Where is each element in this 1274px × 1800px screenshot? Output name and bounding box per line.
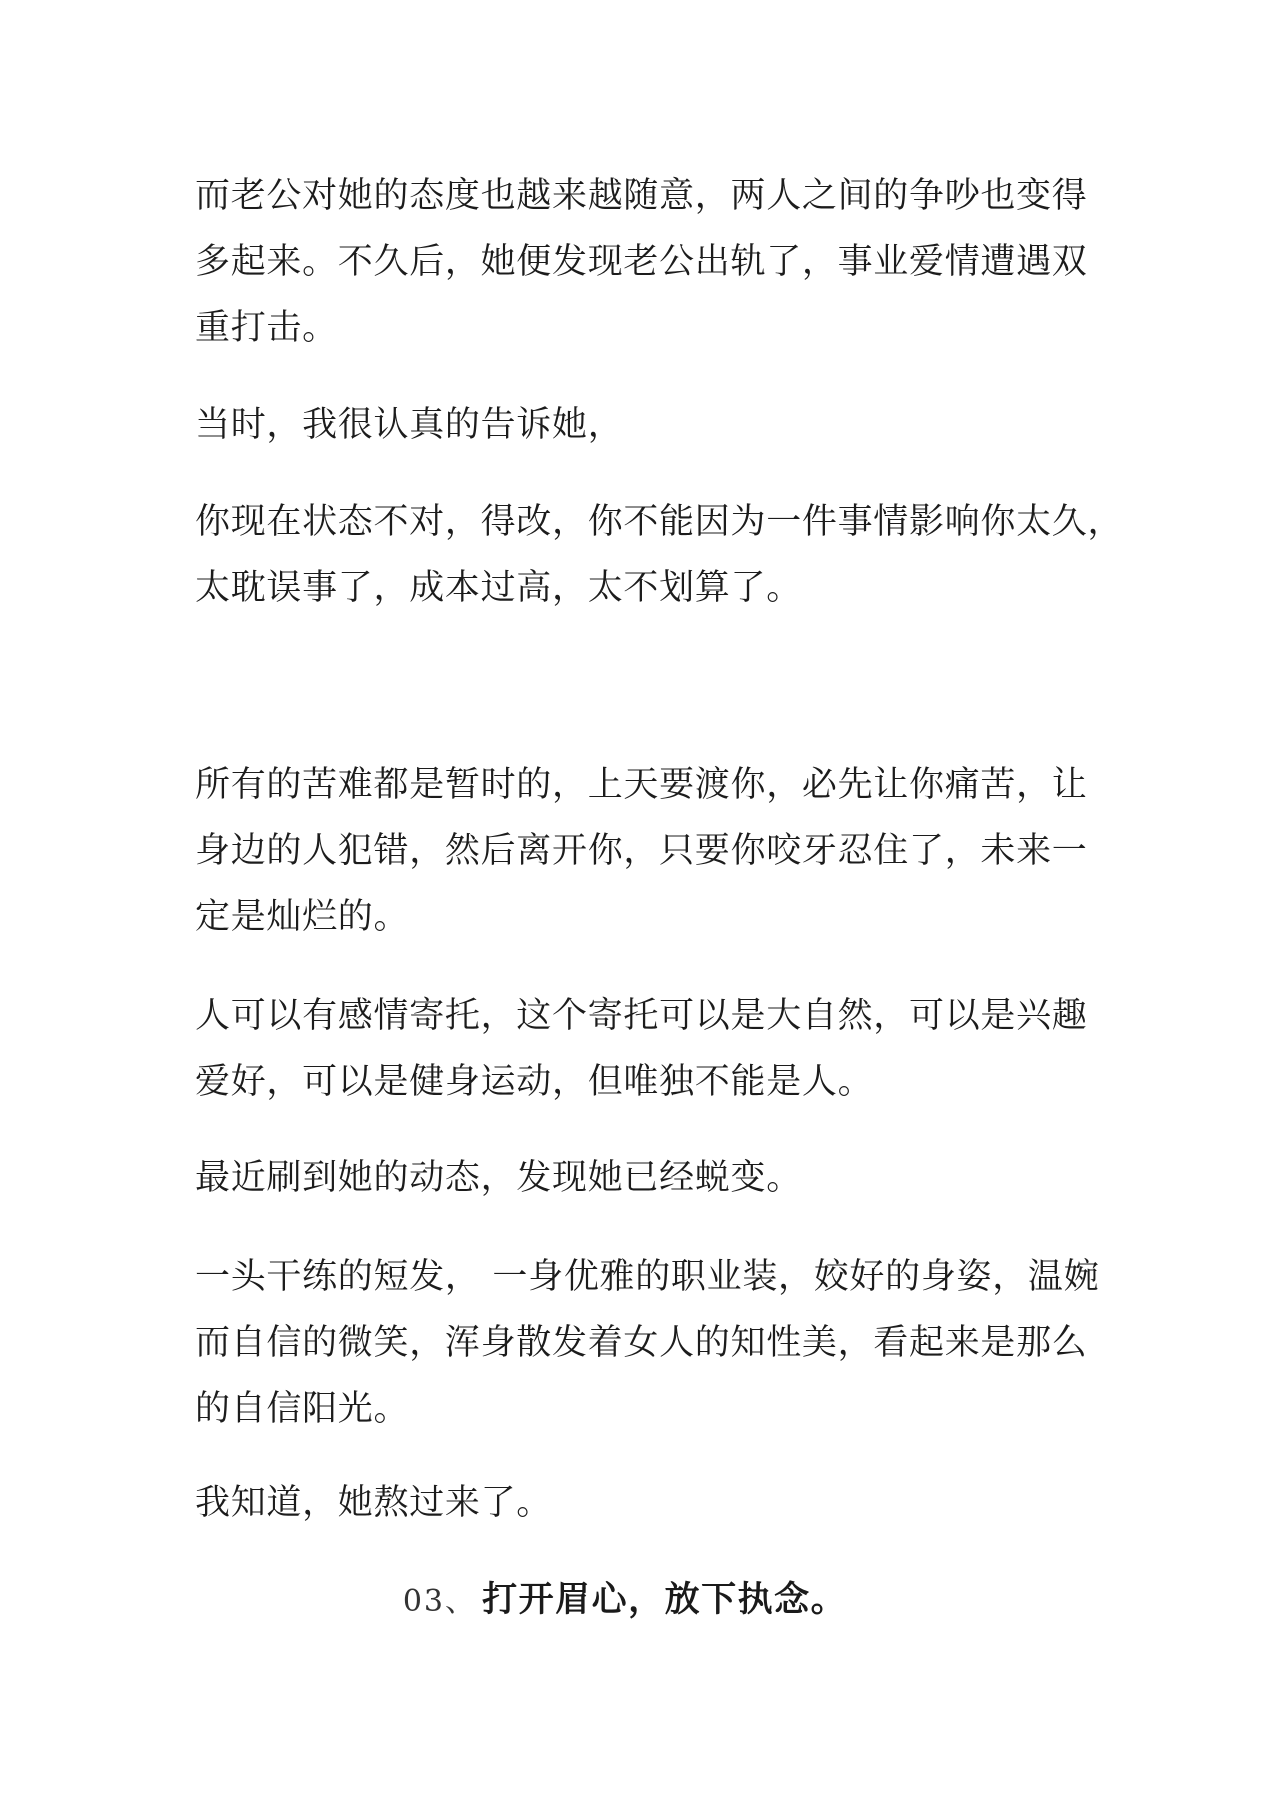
text-line: 爱好，可以是健身运动，但唯独不能是人。 <box>195 1062 874 1102</box>
text-line: 一头干练的短发， 一身优雅的职业装，姣好的身姿，温婉 <box>195 1257 1100 1297</box>
section-title: 打开眉心，放下执念。 <box>482 1580 848 1620</box>
section-heading <box>0 1567 1250 1633</box>
paragraph-4 <box>195 752 1095 950</box>
text-line: 而自信的微笑，浑身散发着女人的知性美，看起来是那么 <box>195 1323 1088 1363</box>
text-line: 身边的人犯错，然后离开你，只要你咬牙忍住了，未来一 <box>195 831 1088 871</box>
paragraph-1 <box>195 163 1095 361</box>
paragraph-3 <box>195 489 1124 621</box>
text-line: 的自信阳光。 <box>195 1389 410 1429</box>
text-line: 你现在状态不对，得改，你不能因为一件事情影响你太久， <box>195 502 1124 542</box>
text-line: 人可以有感情寄托，这个寄托可以是大自然，可以是兴趣 <box>195 996 1088 1036</box>
text-line: 定是灿烂的。 <box>195 897 410 937</box>
text-line: 最近刷到她的动态，发现她已经蜕变。 <box>195 1158 802 1198</box>
paragraph-5 <box>195 983 1095 1115</box>
paragraph-7 <box>195 1244 1100 1442</box>
section-number: 03、 <box>402 1584 478 1619</box>
text-line: 重打击。 <box>195 308 338 348</box>
text-line: 所有的苦难都是暂时的，上天要渡你，必先让你痛苦，让 <box>195 765 1088 805</box>
paragraph-6 <box>195 1145 1095 1211</box>
text-line: 太耽误事了，成本过高，太不划算了。 <box>195 568 802 608</box>
paragraph-2 <box>195 392 1095 458</box>
text-line: 当时，我很认真的告诉她， <box>195 405 624 445</box>
text-line: 我知道，她熬过来了。 <box>195 1483 553 1523</box>
text-line: 而老公对她的态度也越来越随意，两人之间的争吵也变得 <box>195 176 1088 216</box>
text-line: 多起来。不久后，她便发现老公出轨了，事业爱情遭遇双 <box>195 242 1088 282</box>
paragraph-8 <box>195 1470 1095 1536</box>
